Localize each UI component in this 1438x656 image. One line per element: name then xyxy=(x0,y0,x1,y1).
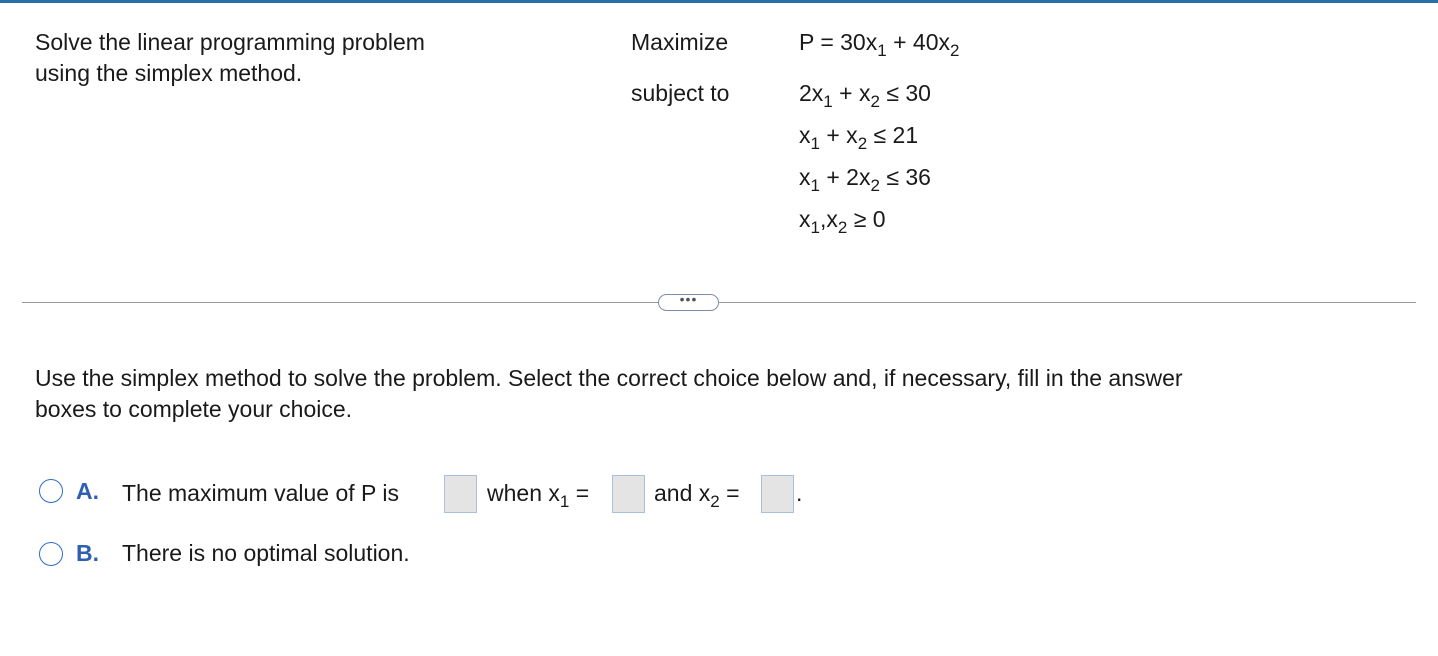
constraint-term: ,x xyxy=(819,206,838,232)
x2-subscript: 2 xyxy=(710,492,720,511)
constraint-sub: 1 xyxy=(810,218,820,237)
constraint-sub: 2 xyxy=(857,134,868,153)
choice-b-radio[interactable] xyxy=(39,542,63,566)
constraint-sub: 1 xyxy=(810,134,820,153)
constraint-bound: ≤ 30 xyxy=(879,80,931,106)
choice-a-period: . xyxy=(796,480,803,506)
constraint-1 xyxy=(799,78,931,109)
choice-b-text[interactable]: There is no optimal solution. xyxy=(122,540,410,566)
constraint-sub: 2 xyxy=(870,176,880,195)
constraint-term: + x xyxy=(832,80,871,106)
instruction-text xyxy=(35,363,1183,425)
objective-sub2: 2 xyxy=(950,41,960,60)
instruction-line2: boxes to complete your choice. xyxy=(35,396,353,422)
constraint-term: + x xyxy=(819,122,858,148)
constraint-term: x xyxy=(799,164,811,190)
constraint-term: x xyxy=(799,206,811,232)
constraint-bound: ≥ 0 xyxy=(847,206,886,232)
constraint-term: 2x xyxy=(799,80,824,106)
choice-a-when-x1 xyxy=(487,478,589,509)
nonnegativity-constraint xyxy=(799,204,886,235)
constraint-sub: 1 xyxy=(810,176,820,195)
x1-subscript: 1 xyxy=(559,492,570,511)
problem-intro xyxy=(35,27,425,89)
choice-a-and-x2 xyxy=(654,478,740,509)
constraint-sub: 1 xyxy=(823,92,833,111)
problem-intro-line2: using the simplex method. xyxy=(35,60,303,86)
equals-sign: = xyxy=(569,480,590,506)
max-p-answer-box[interactable] xyxy=(444,475,477,513)
choice-b-letter[interactable]: B. xyxy=(76,540,99,566)
constraint-term: + 2x xyxy=(819,164,871,190)
objective-p: P = 30x xyxy=(799,29,878,55)
constraint-bound: ≤ 36 xyxy=(879,164,931,190)
equals-sign: = xyxy=(719,480,740,506)
constraint-sub: 2 xyxy=(837,218,848,237)
constraint-3 xyxy=(799,162,931,193)
constraint-term: x xyxy=(799,122,811,148)
objective-function xyxy=(799,27,959,58)
x2-answer-box[interactable] xyxy=(761,475,794,513)
top-accent-bar xyxy=(0,0,1438,3)
show-more-button[interactable]: ••• xyxy=(658,294,719,311)
objective-sub1: 1 xyxy=(877,41,887,60)
constraint-bound: ≤ 21 xyxy=(867,122,919,148)
choice-a-radio[interactable] xyxy=(39,479,63,503)
choice-a-text-max: The maximum value of P is xyxy=(122,480,399,506)
constraint-2 xyxy=(799,120,918,151)
problem-intro-line1: Solve the linear programming problem xyxy=(35,29,425,55)
instruction-line1: Use the simplex method to solve the problem. Select the correct choice below and, if necessary, fill in the answer xyxy=(35,365,1183,391)
and-x-text: and x xyxy=(654,480,711,506)
maximize-label: Maximize xyxy=(631,29,729,55)
objective-mid: + 40x xyxy=(886,29,950,55)
constraint-sub: 2 xyxy=(870,92,880,111)
subject-to-label: subject to xyxy=(631,80,730,106)
choice-a-letter[interactable]: A. xyxy=(76,478,99,504)
section-divider xyxy=(22,302,1416,303)
when-x-text: when x xyxy=(487,480,560,506)
x1-answer-box[interactable] xyxy=(612,475,645,513)
